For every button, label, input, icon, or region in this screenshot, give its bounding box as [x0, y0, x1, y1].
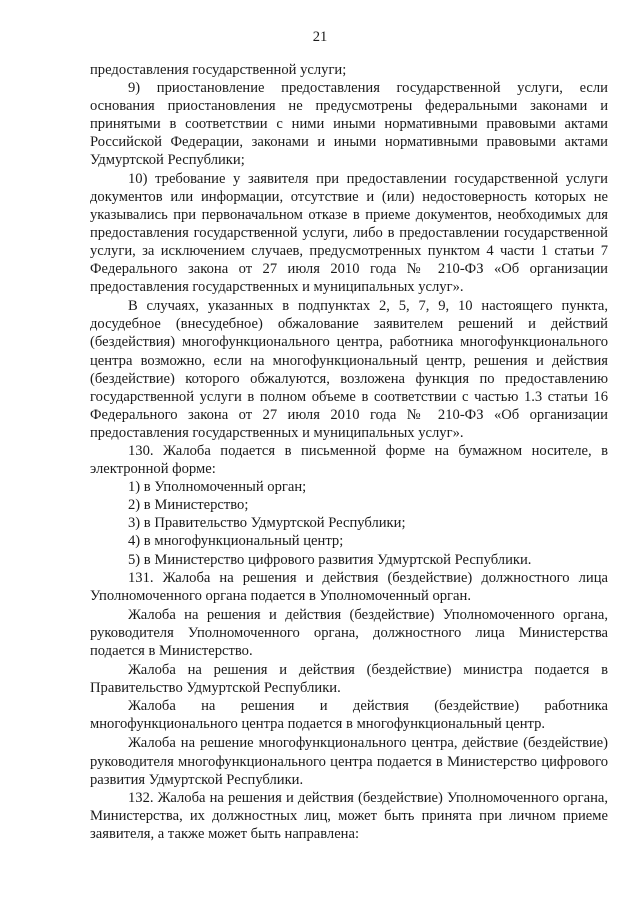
- paragraph-complaint-digital-ministry: Жалоба на решение многофункционального центра, действие (бездействие) руководителя многофункционального центра подается в Министерство цифрового развития Удмуртской Республики.: [90, 735, 608, 788]
- list-item-3: 3) в Правительство Удмуртской Республики;: [128, 515, 406, 532]
- list-item-5: 5) в Министерство цифрового развития Удмуртской Республики.: [128, 551, 532, 568]
- list-item-1: 1) в Уполномоченный орган;: [128, 479, 307, 496]
- paragraph-cases-note: В случаях, указанных в подпунктах 2, 5, 7, 9, 10 настоящего пункта, досудебное (внесудебное) обжалование заявителем решений и действий (бездействия) многофункционального центра, работника многофункционального центра возможно, если на многофункциональный центр, решения и действия (бездействие) которого обжалуются, возложена функция по предоставлению государственной услуги в полном объеме в соответствии с частью 1.3 статьи 16 Федерального закона от 27 июля 2010 года № 210-ФЗ «Об организации предоставления государственных и муниципальных услуг».: [90, 298, 608, 441]
- paragraph-complaint-government: Жалоба на решения и действия (бездействие) министра подается в Правительство Удмуртской Республики.: [90, 662, 608, 697]
- list-item-4: 4) в многофункциональный центр;: [128, 533, 344, 550]
- paragraph-131: 131. Жалоба на решения и действия (бездействие) должностного лица Уполномоченного органа подается в Уполномоченный орган.: [90, 569, 608, 604]
- paragraph-complaint-ministry: Жалоба на решения и действия (бездействие) Уполномоченного органа, руководителя Уполномоченного органа, должностного лица Министерства подается в Министерство.: [90, 606, 608, 659]
- list-item-2: 2) в Министерство;: [128, 497, 249, 514]
- paragraph-item-9: 9) приостановление предоставления государственной услуги, если основания приостановления не предусмотрены федеральными законами и принятыми в соответствии с ними иными нормативными правовыми актами Российской Федерации, законами и иными нормативными правовыми актами Удмуртской Республики;: [90, 80, 608, 169]
- paragraph-item-10: 10) требование у заявителя при предоставлении государственной услуги документов или информации, отсутствие и (или) недостоверность которых не указывались при первоначальном отказе в приеме документов, необходимых для предоставления государственной услуги, либо в предоставлении государственной услуги, за исключением случаев, предусмотренных пунктом 4 части 1 статьи 7 Федерального закона от 27 июля 2010 года № 210-ФЗ «Об организации предоставления государственных и муниципальных услуг».: [90, 170, 608, 296]
- paragraph-132: 132. Жалоба на решения и действия (бездействие) Уполномоченного органа, Министерства, их должностных лиц, может быть принята при личном приеме заявителя, а также может быть направлена:: [90, 789, 608, 842]
- paragraph-130: 130. Жалоба подается в письменной форме на бумажном носителе, в электронной форме:: [90, 442, 608, 478]
- document-body: [90, 61, 608, 843]
- page-number: 21: [312, 29, 328, 45]
- paragraph-complaint-mfc: Жалоба на решения и действия (бездействие) работника многофункционального центра подается в многофункциональный центр.: [90, 698, 608, 733]
- paragraph-continuation: предоставления государственной услуги;: [90, 62, 347, 78]
